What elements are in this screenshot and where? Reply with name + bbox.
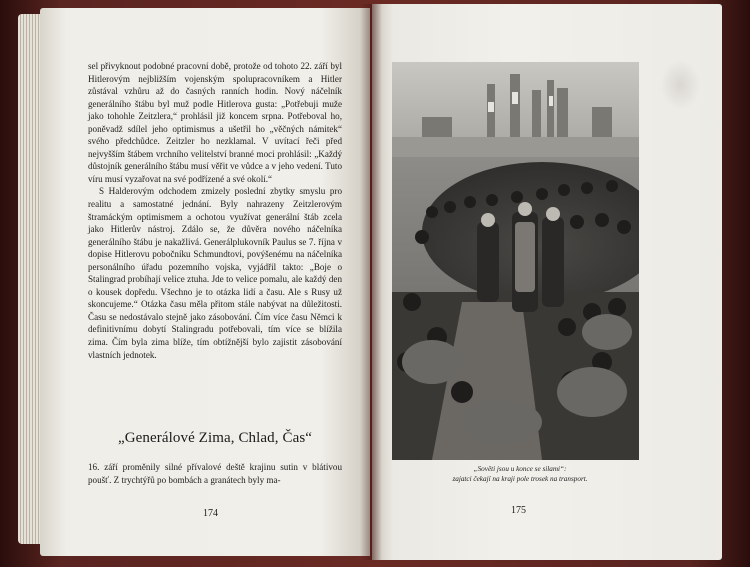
photo-caption — [420, 465, 620, 484]
historical-photograph — [392, 62, 639, 460]
paragraph-2: S Halderovým odchodem zmizely poslední zbytky smyslu pro realitu a samostatné jednání. Byly nahrazeny Zeitzlerovým štramáckým optimismem a ochotou využívat generální štáb zcela jako Hitlerův nástroj. Zdálo se, že důvěra nového náčelníka generálního štábu je nakažlivá. Generálplukovník Paulus se 7. října v dopise Hitlerovu pobočníku Schmundtovi, povýšenému na náčelníka personálního úřadu pozemního vojska, vyjádřil takto: „Boje o Stalingrad probíhají velice ztuha. Jde to velice pomalu, ale každý den o kousek dopředu. Všechno je to otázka lidí a času. Ale s Rusy už skoncujeme.“ Otázka času měla přitom stále nabývat na důležitosti. Času se nedostávalo stejně jako zásobování. Čím více času Němci k definitivnímu dobytí Stalingradu potřebovali, tím více se blížila zima. Čím byla zima blíže, tím obtížnější bylo zajistit zásobování vlastních jednotek. — [88, 186, 342, 360]
page-number-left: 174 — [203, 508, 218, 519]
page-stain — [660, 60, 700, 110]
paragraph-1: sel přivyknout podobné pracovní době, protože od tohoto 22. září byl Hitlerovým nejbližším vojenským spolupracovníkem a Hitler zůstával vzhůru až do časných ranních hodin. Nový náčelník generálního štábu byl muž podle Hitlerova gusta: „Potřebuji muže jako tohohle Zeitzlera,“ prohlásil již koncem srpna. Potřeboval ho, poněvadž sdílel jeho optimismus a ušetřil ho „věčných námitek“ svého předchůdce. Zeitzler ho nezklamal. V uvítací řeči před nejvyšším štábem vrchního velitelství branné moci prohlásil: „Každý důstojník generálního štábu musí věřit ve vůdce a v jeho vedení. Tuto víru musí vyzařovat na své podřízené a své okolí.“ — [88, 61, 342, 184]
section-heading: „Generálové Zima, Chlad, Čas“ — [117, 430, 313, 446]
page-edges — [18, 14, 42, 544]
caption-line-2: zajatci čekají na kraji pole trosek na transport. — [452, 474, 588, 483]
section-opening-text: 16. září proměnily silné přívalové deště krajinu sutin v blátivou poušť. Z trychtýřů po bombách a granátech byly ma- — [88, 462, 342, 485]
book-gutter — [360, 4, 382, 560]
caption-line-1: „Sověti jsou u konce se silami“: — [473, 465, 567, 473]
left-page-body — [88, 60, 342, 361]
page-number-right: 175 — [511, 505, 526, 516]
